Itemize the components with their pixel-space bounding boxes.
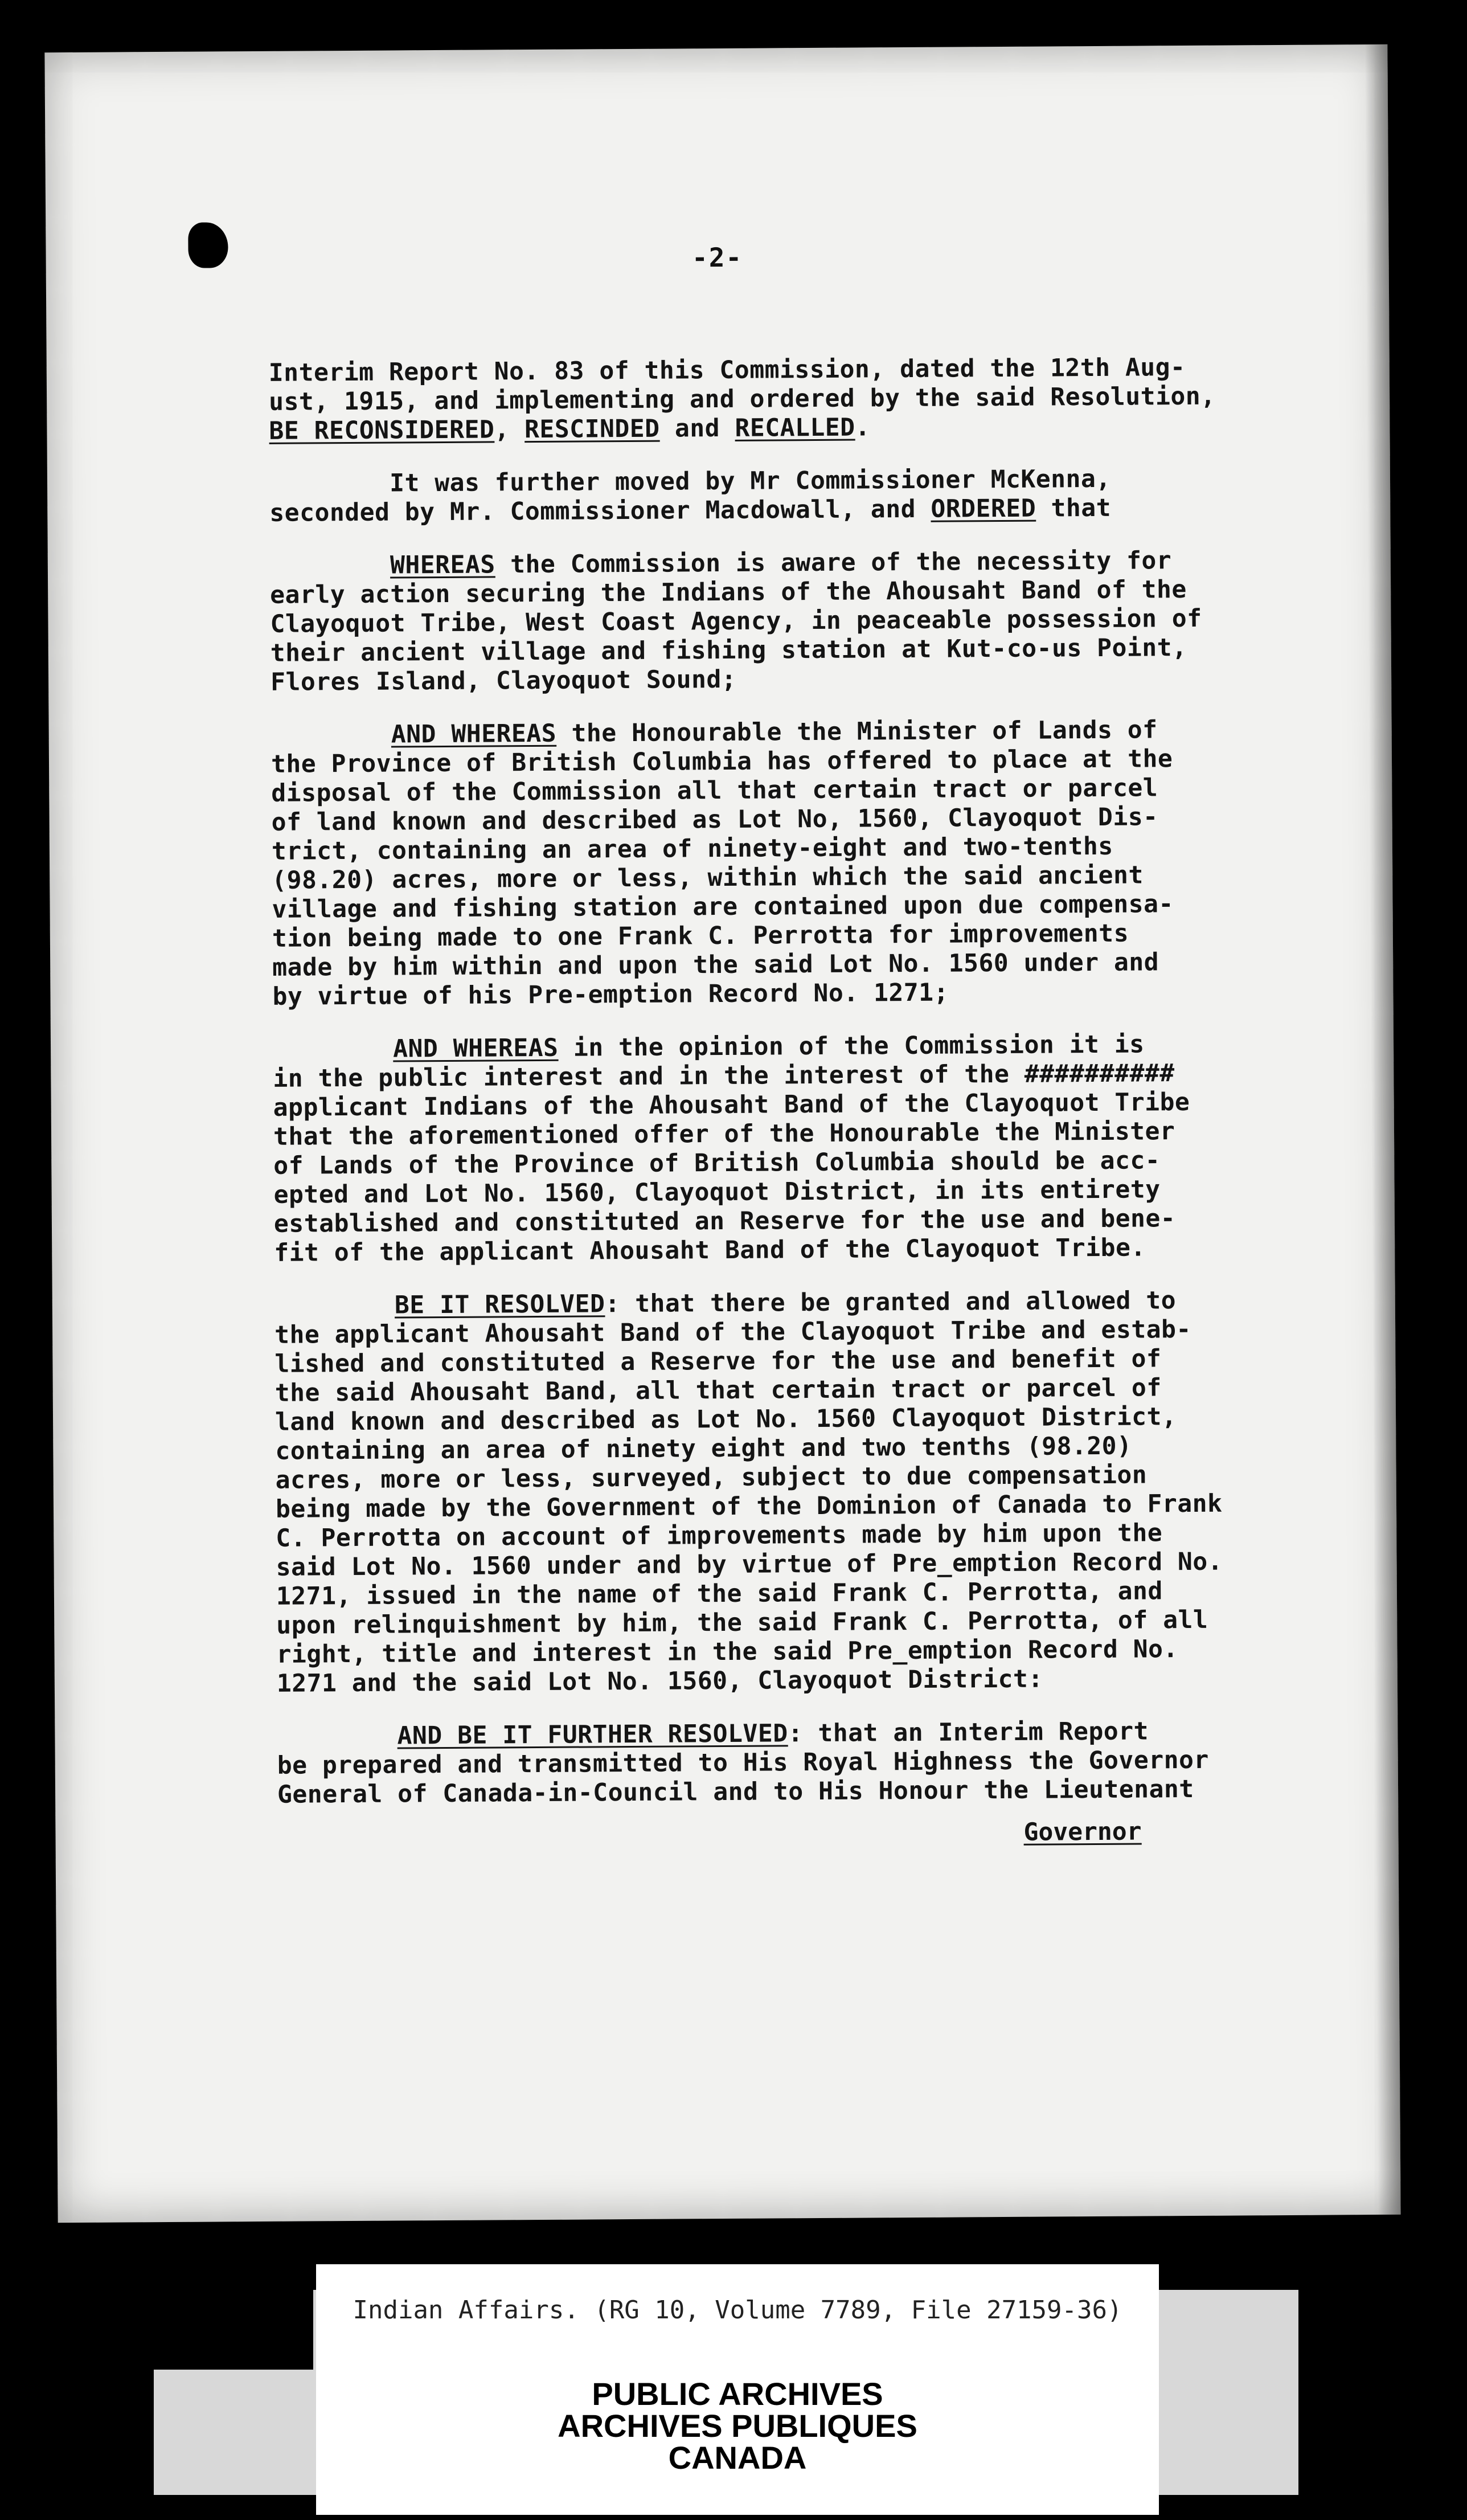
text-segment: made by him within and upon the said Lot No. 1560 under and [272, 948, 1159, 982]
paragraph [273, 1029, 1407, 1268]
text-segment: disposal of the Commission all that certain tract or parcel [271, 774, 1158, 808]
archive-reference: Indian Affairs. (RG 10, Volume 7789, File 27159-36) [353, 2296, 1122, 2325]
text-segment: applicant Indians of the Ahousaht Band of the Clayoquot Tribe [273, 1087, 1190, 1122]
text-segment: of Lands of the Province of British Columbia should be acc- [273, 1146, 1161, 1180]
text-segment: , [494, 415, 525, 444]
archive-stamp-line: PUBLIC ARCHIVES [592, 2376, 883, 2412]
text-line [274, 1232, 1407, 1268]
text-segment: that [1035, 493, 1112, 523]
paragraph [277, 1716, 1411, 1810]
text-segment: being made by the Government of the Dominion of Canada to Frank [275, 1489, 1223, 1524]
text-segment: containing an area of ninety eight and two tenths (98.20) [275, 1431, 1132, 1466]
page-number: -2- [691, 242, 743, 273]
text-segment: acres, more or less, surveyed, subject to due compensation [275, 1461, 1148, 1495]
text-segment: in the opinion of the Commission it is [558, 1030, 1145, 1062]
text-line [269, 410, 1402, 446]
text-segment: said Lot No. 1560 under and by virtue of Pre_emption Record No. [276, 1547, 1223, 1582]
text-segment: be prepared and transmitted to His Royal Highness the Governor [277, 1745, 1209, 1780]
text-line [277, 1663, 1410, 1699]
text-segment: that the aforementioned offer of the Honourable the Minister [273, 1117, 1175, 1151]
text-segment: C. Perrotta on account of improvements made by him upon the [276, 1519, 1163, 1553]
text-segment: the Commission is aware of the necessity for [495, 546, 1172, 579]
underlined-phrase: WHEREAS [390, 550, 495, 580]
text-segment [270, 551, 390, 580]
underlined-phrase: AND WHEREAS [393, 1033, 559, 1063]
text-segment: ust, 1915, and implementing and ordered by the said Resolution, [268, 382, 1216, 416]
archive-stamp-line: CANADA [668, 2440, 807, 2476]
text-segment: (98.20) acres, more or less, within which the said ancient [272, 861, 1144, 895]
text-segment: by virtue of his Pre-emption Record No. 1271; [272, 978, 949, 1011]
text-segment: lished and constituted a Reserve for the use and benefit of [274, 1344, 1162, 1378]
text-segment: Flores Island, Clayoquot Sound; [270, 665, 737, 697]
text-segment: established and constituted an Reserve for the use and bene- [273, 1204, 1176, 1238]
text-segment: : that an Interim Report [788, 1717, 1149, 1748]
underlined-phrase: AND BE IT FURTHER RESOLVED [397, 1719, 788, 1750]
text-segment: in the public interest and in the interest of the ########## [273, 1059, 1175, 1093]
document-body [269, 352, 1411, 1834]
text-segment: trict, containing an area of ninety-eight and two-tenths [271, 832, 1113, 866]
text-segment: tion being made to one Frank C. Perrotta for improvements [272, 919, 1129, 953]
archive-label-shadow [120, 2290, 313, 2370]
text-segment: right, title and interest in the said Pre_emption Record No. [276, 1635, 1178, 1669]
text-segment: It was further moved by Mr Commissioner McKenna, [269, 464, 1111, 498]
text-segment: the Province of British Columbia has offered to place at the [271, 744, 1173, 779]
underlined-phrase: RECALLED [735, 413, 855, 443]
document-page [44, 44, 1400, 2223]
text-segment [273, 1035, 393, 1064]
paragraph [271, 714, 1406, 1012]
text-segment [274, 1291, 395, 1320]
archive-label [316, 2264, 1159, 2515]
catchword: Governor [1023, 1817, 1142, 1847]
paragraph [269, 463, 1403, 528]
underlined-phrase: RESCINDED [524, 414, 660, 444]
text-segment: epted and Lot No. 1560, Clayoquot District, in its entirety [273, 1175, 1161, 1209]
text-segment: the applicant Ahousaht Band of the Clayoquot Tribe and estab- [274, 1315, 1191, 1349]
text-segment: village and fishing station are contained upon due compensa- [272, 890, 1174, 924]
text-line [271, 661, 1404, 697]
text-segment: : that there be granted and allowed to [605, 1286, 1177, 1319]
text-segment: Clayoquot Tribe, West Coast Agency, in peaceable possession of [270, 604, 1202, 639]
text-segment: the Honourable the Minister of Lands of [556, 715, 1158, 748]
underlined-phrase: BE IT RESOLVED [394, 1290, 605, 1320]
text-segment: 1271 and the said Lot No. 1560, Clayoquot District: [276, 1664, 1043, 1698]
text-line [277, 1774, 1411, 1810]
text-segment: seconded by Mr. Commissioner Macdowall, and [269, 494, 931, 527]
text-segment: 1271, issued in the name of the said Frank C. Perrotta, and [276, 1577, 1163, 1611]
paragraph [269, 352, 1403, 446]
text-segment: the said Ahousaht Band, all that certain tract or parcel of [274, 1373, 1162, 1408]
text-segment: early action securing the Indians of the Ahousaht Band of the [270, 575, 1187, 609]
archive-stamp-line: ARCHIVES PUBLIQUES [558, 2408, 917, 2444]
paragraph [270, 545, 1404, 697]
text-segment: . [855, 413, 871, 442]
text-segment [277, 1722, 397, 1751]
text-segment: Interim Report No. 83 of this Commission, dated the 12th Aug- [268, 353, 1186, 387]
archive-stamp [316, 2378, 1159, 2474]
underlined-phrase: BE RECONSIDERED [269, 415, 495, 445]
text-line [272, 976, 1405, 1012]
text-segment: fit of the applicant Ahousaht Band of the Clayoquot Tribe. [274, 1233, 1146, 1267]
underlined-phrase: AND WHEREAS [391, 719, 557, 749]
text-segment: of land known and described as Lot No, 1560, Clayoquot Dis- [271, 803, 1158, 837]
text-segment: their ancient village and fishing station at Kut-co-us Point, [270, 633, 1187, 668]
text-segment: land known and described as Lot No. 1560 Clayoquot District, [274, 1402, 1177, 1437]
text-line [269, 492, 1403, 528]
paragraph [274, 1285, 1410, 1699]
text-segment [271, 721, 391, 750]
underlined-phrase: ORDERED [931, 494, 1036, 523]
text-segment: and [659, 414, 735, 443]
text-segment: upon relinquishment by him, the said Frank C. Perrotta, of all [276, 1605, 1208, 1640]
text-segment: General of Canada-in-Council and to His Honour the Lieutenant [277, 1774, 1194, 1809]
